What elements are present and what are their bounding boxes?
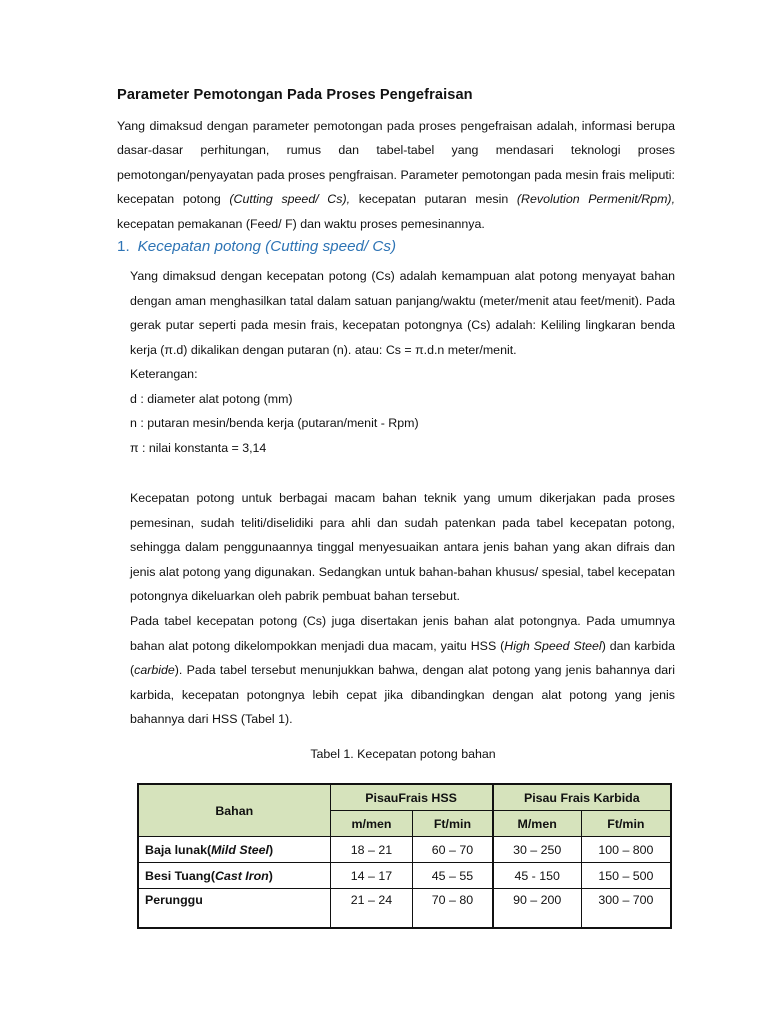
header-bahan: Bahan — [138, 784, 330, 837]
karbida-ft-cell: 150 – 500 — [581, 863, 671, 889]
table-caption: Tabel 1. Kecepatan potong bahan — [310, 747, 496, 761]
karbida-ft-cell: 100 – 800 — [581, 837, 671, 863]
intro-italic-2: (Revolution Permenit/Rpm), — [516, 192, 676, 207]
cs-tool-paragraph — [130, 609, 675, 732]
keterangan-list — [130, 362, 419, 460]
hss-m-cell: 21 – 24 — [330, 889, 413, 929]
keterangan-item: π : nilai konstanta = 3,14 — [130, 440, 267, 455]
hss-m-cell: 18 – 21 — [330, 837, 413, 863]
table-row — [138, 863, 671, 889]
para3-italic-2: carbide — [134, 663, 175, 677]
karbida-m-cell: 30 – 250 — [493, 837, 582, 863]
para3-text-1: Pada tabel kecepatan potong (Cs) juga disertakan jenis bahan alat potongnya. Pada umumnya bahan alat potong dikelompokkan menjadi dua macam, yaitu HSS ( — [130, 614, 675, 653]
subheader-karbida-ft: Ft/min — [581, 811, 671, 837]
intro-paragraph — [117, 114, 675, 236]
material-cell: Besi Tuang(Cast Iron) — [138, 863, 330, 889]
hss-ft-cell: 70 – 80 — [413, 889, 493, 929]
cs-definition-paragraph: Yang dimaksud dengan kecepatan potong (Cs) adalah kemampuan alat potong menyayat bahan dengan aman menghasilkan tatal dalam satuan panjang/waktu (meter/menit atau feet/menit). Pada gerak putar seperti pada mesin frais, kecepatan potongnya (Cs) adalah: Keliling lingkaran benda kerja (π.d) dikalikan dengan putaran (n). atau: Cs = π.d.n meter/menit. — [130, 269, 675, 357]
para3-text-2: ) dan karbida ( — [130, 638, 675, 677]
material-cell: Baja lunak(Mild Steel) — [138, 837, 330, 863]
hss-m-cell: 14 – 17 — [330, 863, 413, 889]
hss-ft-cell: 45 – 55 — [413, 863, 493, 889]
para3-text-3: ). Pada tabel tersebut menunjukkan bahwa, dengan alat potong yang jenis bahannya dari karbida, kecepatan potongnya lebih cepat jika dibandingkan dengan alat potong yang jenis bahannya dari HSS (Tabel 1). — [130, 663, 675, 726]
material-cell: Perunggu — [138, 889, 330, 929]
intro-text-2: kecepatan putaran mesin — [350, 192, 517, 207]
section-heading — [117, 238, 396, 255]
keterangan-item: n : putaran mesin/benda kerja (putaran/menit - Rpm) — [130, 416, 419, 430]
karbida-ft-cell: 300 – 700 — [581, 889, 671, 929]
section-heading-text: Kecepatan potong (Cutting speed/ Cs) — [137, 238, 397, 255]
hss-ft-cell: 60 – 70 — [413, 837, 493, 863]
para3-italic-1: High Speed Steel — [504, 638, 602, 653]
page-title: Parameter Pemotongan Pada Proses Pengefraisan — [117, 87, 473, 103]
keterangan-label: Keterangan: — [130, 367, 198, 381]
table-row — [138, 837, 671, 863]
intro-text-1: Yang dimaksud dengan parameter pemotongan pada proses pengefraisan adalah, informasi berupa dasar-dasar perhitungan, rumus dan tabel-tabel yang mendasari teknologi proses pemotongan/penyayatan pada proses pengfraisan. Parameter pemotongan pada mesin frais meliputi: kecepatan potong — [117, 119, 675, 207]
header-karbida: Pisau Frais Karbida — [493, 784, 671, 811]
cutting-speed-table — [137, 783, 672, 929]
keterangan-item: d : diameter alat potong (mm) — [130, 391, 293, 406]
karbida-m-cell: 90 – 200 — [493, 889, 582, 929]
table-row — [138, 889, 671, 929]
subheader-hss-ft: Ft/min — [413, 811, 493, 837]
intro-italic-1: (Cutting speed/ Cs), — [229, 192, 351, 207]
subheader-karbida-m: M/men — [493, 811, 582, 837]
karbida-m-cell: 45 - 150 — [493, 863, 582, 889]
intro-text-3: kecepatan pemakanan (Feed/ F) dan waktu proses pemesinannya. — [117, 216, 485, 231]
subheader-hss-m: m/men — [330, 811, 413, 837]
section-number: 1. — [117, 238, 130, 255]
cs-materials-paragraph: Kecepatan potong untuk berbagai macam bahan teknik yang umum dikerjakan pada proses pemesinan, sudah teliti/diselidiki para ahli dan sudah patenkan pada tabel kecepatan potong, sehingga dalam penggunaannya tinggal menyesuaikan antara jenis bahan yang akan difrais dan jenis alat potong yang digunakan. Sedangkan untuk bahan-bahan khusus/ spesial, tabel kecepatan potongnya dikeluarkan oleh pabrik pembuat bahan tersebut. — [130, 491, 675, 603]
header-hss: PisauFrais HSS — [330, 784, 493, 811]
